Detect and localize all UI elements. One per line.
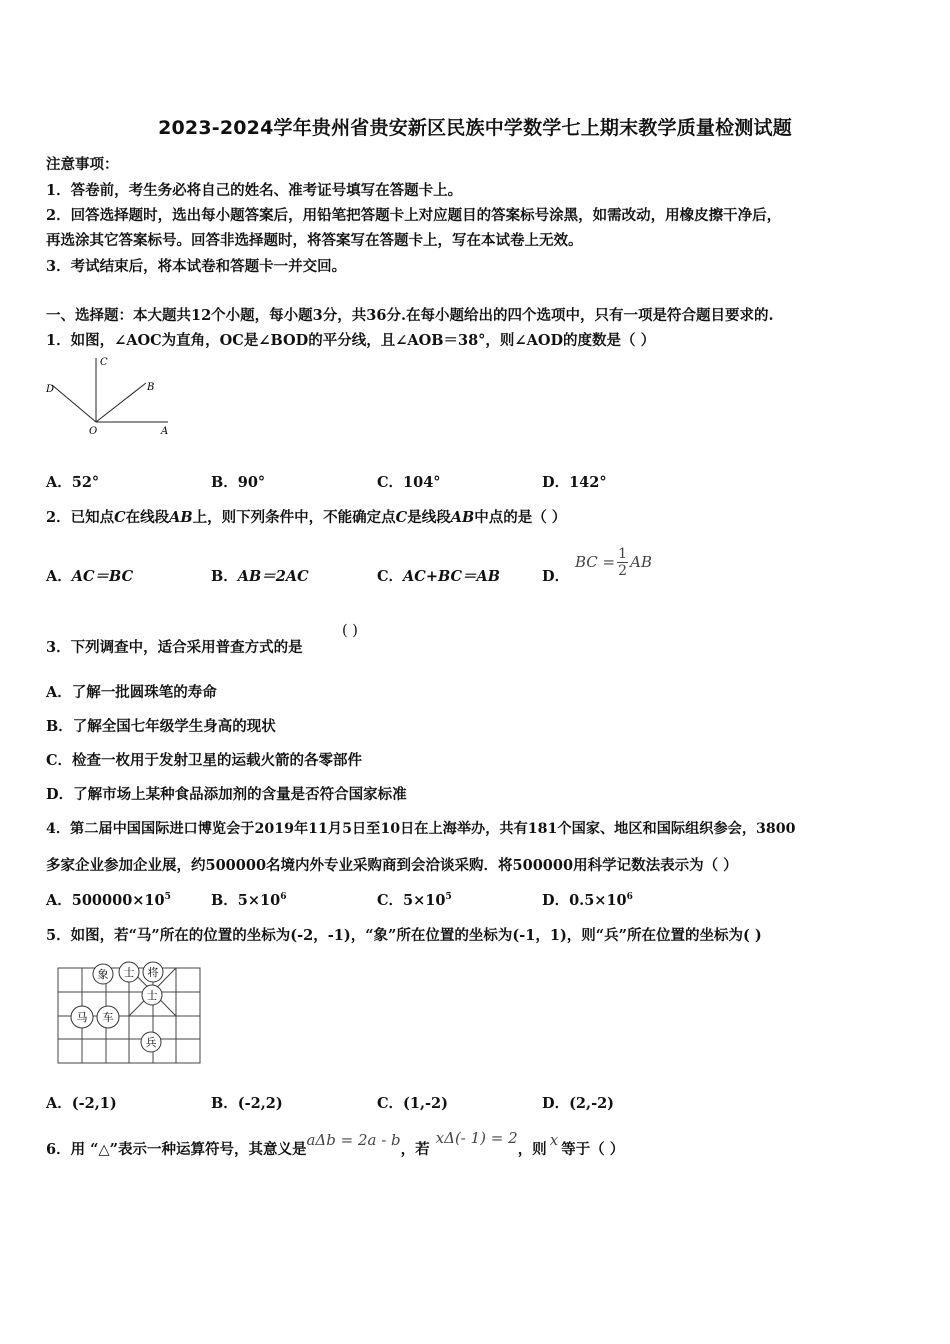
piece-che (97, 1006, 119, 1028)
q1-angle-figure (40, 352, 190, 442)
svg-text:象: 象 (97, 968, 109, 981)
q5-option-a[interactable]: A．(-2,1) (46, 1095, 117, 1112)
notice-item: 再选涂其它答案标号。回答非选择题时，将答案写在答题卡上，写在本试卷上无效。 (46, 232, 583, 249)
q2-stem: 2．已知点C在线段AB上，则下列条件中，不能确定点C是线段AB中点的是（ ） (46, 509, 567, 526)
q1-stem: 1．如图，∠AOC为直角，OC是∠BOD的平分线，且∠AOB＝38°，则∠AOD的度数是（ ） (46, 332, 656, 349)
label-b: B (147, 382, 155, 393)
label-c: C (100, 357, 108, 368)
q3-option-a[interactable]: A．了解一批圆珠笔的寿命 (46, 684, 217, 701)
piece-jiang (143, 962, 163, 982)
q1-option-c[interactable]: C．104° (377, 474, 441, 491)
svg-text:士: 士 (123, 966, 135, 979)
section-heading: 一、选择题：本大题共12个小题，每小题3分，共36分.在每小题给出的四个选项中，只有一项是符合题目要求的. (46, 307, 774, 324)
svg-text:马: 马 (76, 1011, 88, 1024)
notice-heading: 注意事项： (46, 156, 119, 173)
q5-chessboard-figure (52, 958, 206, 1068)
q3-option-d[interactable]: D．了解市场上某种食品添加剂的含量是否符合国家标准 (46, 786, 407, 803)
label-d: D (46, 384, 55, 395)
label-o: O (89, 426, 98, 437)
piece-ma (71, 1006, 93, 1028)
q3-stem: 3．下列调查中，适合采用普查方式的是 (46, 639, 303, 656)
q6-expr-x: x (549, 1131, 559, 1149)
q1-option-d[interactable]: D．142° (542, 474, 607, 491)
q2-option-c[interactable]: C．AC+BC＝AB (377, 568, 501, 585)
q2-option-d-formula: BC = $\frac{1}{2}$ AB (575, 545, 652, 579)
notice-item: 1．答卷前，考生务必将自己的姓名、准考证号填写在答题卡上。 (46, 182, 463, 199)
svg-text:士: 士 (146, 989, 158, 1002)
piece-shi-top (119, 962, 139, 982)
q4-option-d[interactable]: D．$0.5\times 10^6$ (542, 892, 633, 909)
ray-ob (96, 383, 146, 422)
q4-option-b[interactable]: B．$5\times 10^6$ (211, 892, 287, 909)
q2-option-d[interactable]: D． (542, 568, 570, 585)
q3-paren: ( ) (342, 623, 358, 639)
q4-option-a[interactable]: A．$500000\times 10^5$ (46, 892, 171, 909)
q5-option-c[interactable]: C．(1,-2) (377, 1095, 449, 1112)
ray-od (52, 385, 96, 422)
q3-option-b[interactable]: B．了解全国七年级学生身高的现状 (46, 718, 276, 735)
svg-text:将: 将 (147, 966, 159, 979)
q1-option-b[interactable]: B．90° (211, 474, 266, 491)
notice-item: 2．回答选择题时，选出每小题答案后，用铅笔把答题卡上对应题目的答案标号涂黑，如需改动，用橡皮擦干净后， (46, 207, 782, 224)
q6-expr-definition: aΔb = 2a - b (306, 1131, 401, 1149)
q6-stem: 6．用 “△”表示一种运算符号，其意义是aΔb = 2a - b，若xΔ(- 1) = 2，则x等于（ ） (46, 1129, 625, 1158)
q5-option-b[interactable]: B．(-2,2) (211, 1095, 283, 1112)
piece-bing (141, 1032, 161, 1052)
q3-option-c[interactable]: C．检查一枚用于发射卫星的运载火箭的各零部件 (46, 752, 363, 769)
q4-stem-line1: 4．第二届中国国际进口博览会于2019年11月5日至10日在上海举办，共有181个国家、地区和国际组织参会，3800 (46, 821, 796, 837)
notice-item: 3．考试结束后，将本试卷和答题卡一并交回。 (46, 258, 347, 275)
svg-text:兵: 兵 (145, 1036, 157, 1049)
piece-shi-mid (142, 985, 162, 1005)
q4-stem-line2: 多家企业参加企业展，约500000名境内外专业采购商到会洽谈采购．将500000用科学记数法表示为（ ） (46, 857, 738, 874)
q6-expr-condition: xΔ(- 1) = 2 (435, 1129, 518, 1147)
piece-xiang (93, 964, 113, 984)
label-a: A (161, 426, 169, 437)
page-title: 2023-2024学年贵州省贵安新区民族中学数学七上期末教学质量检测试题 (158, 117, 792, 139)
q5-option-d[interactable]: D．(2,-2) (542, 1095, 615, 1112)
q2-option-a[interactable]: A．AC＝BC (46, 568, 134, 585)
q1-option-a[interactable]: A．52° (46, 474, 100, 491)
q2-option-b[interactable]: B．AB＝2AC (211, 568, 309, 585)
q4-option-c[interactable]: C．$5\times 10^5$ (377, 892, 452, 909)
q5-stem: 5．如图，若“马”所在的位置的坐标为(-2，-1)，“象”所在位置的坐标为(-1，1)，则“兵”所在位置的坐标为( ) (46, 927, 762, 944)
svg-text:车: 车 (102, 1011, 114, 1024)
